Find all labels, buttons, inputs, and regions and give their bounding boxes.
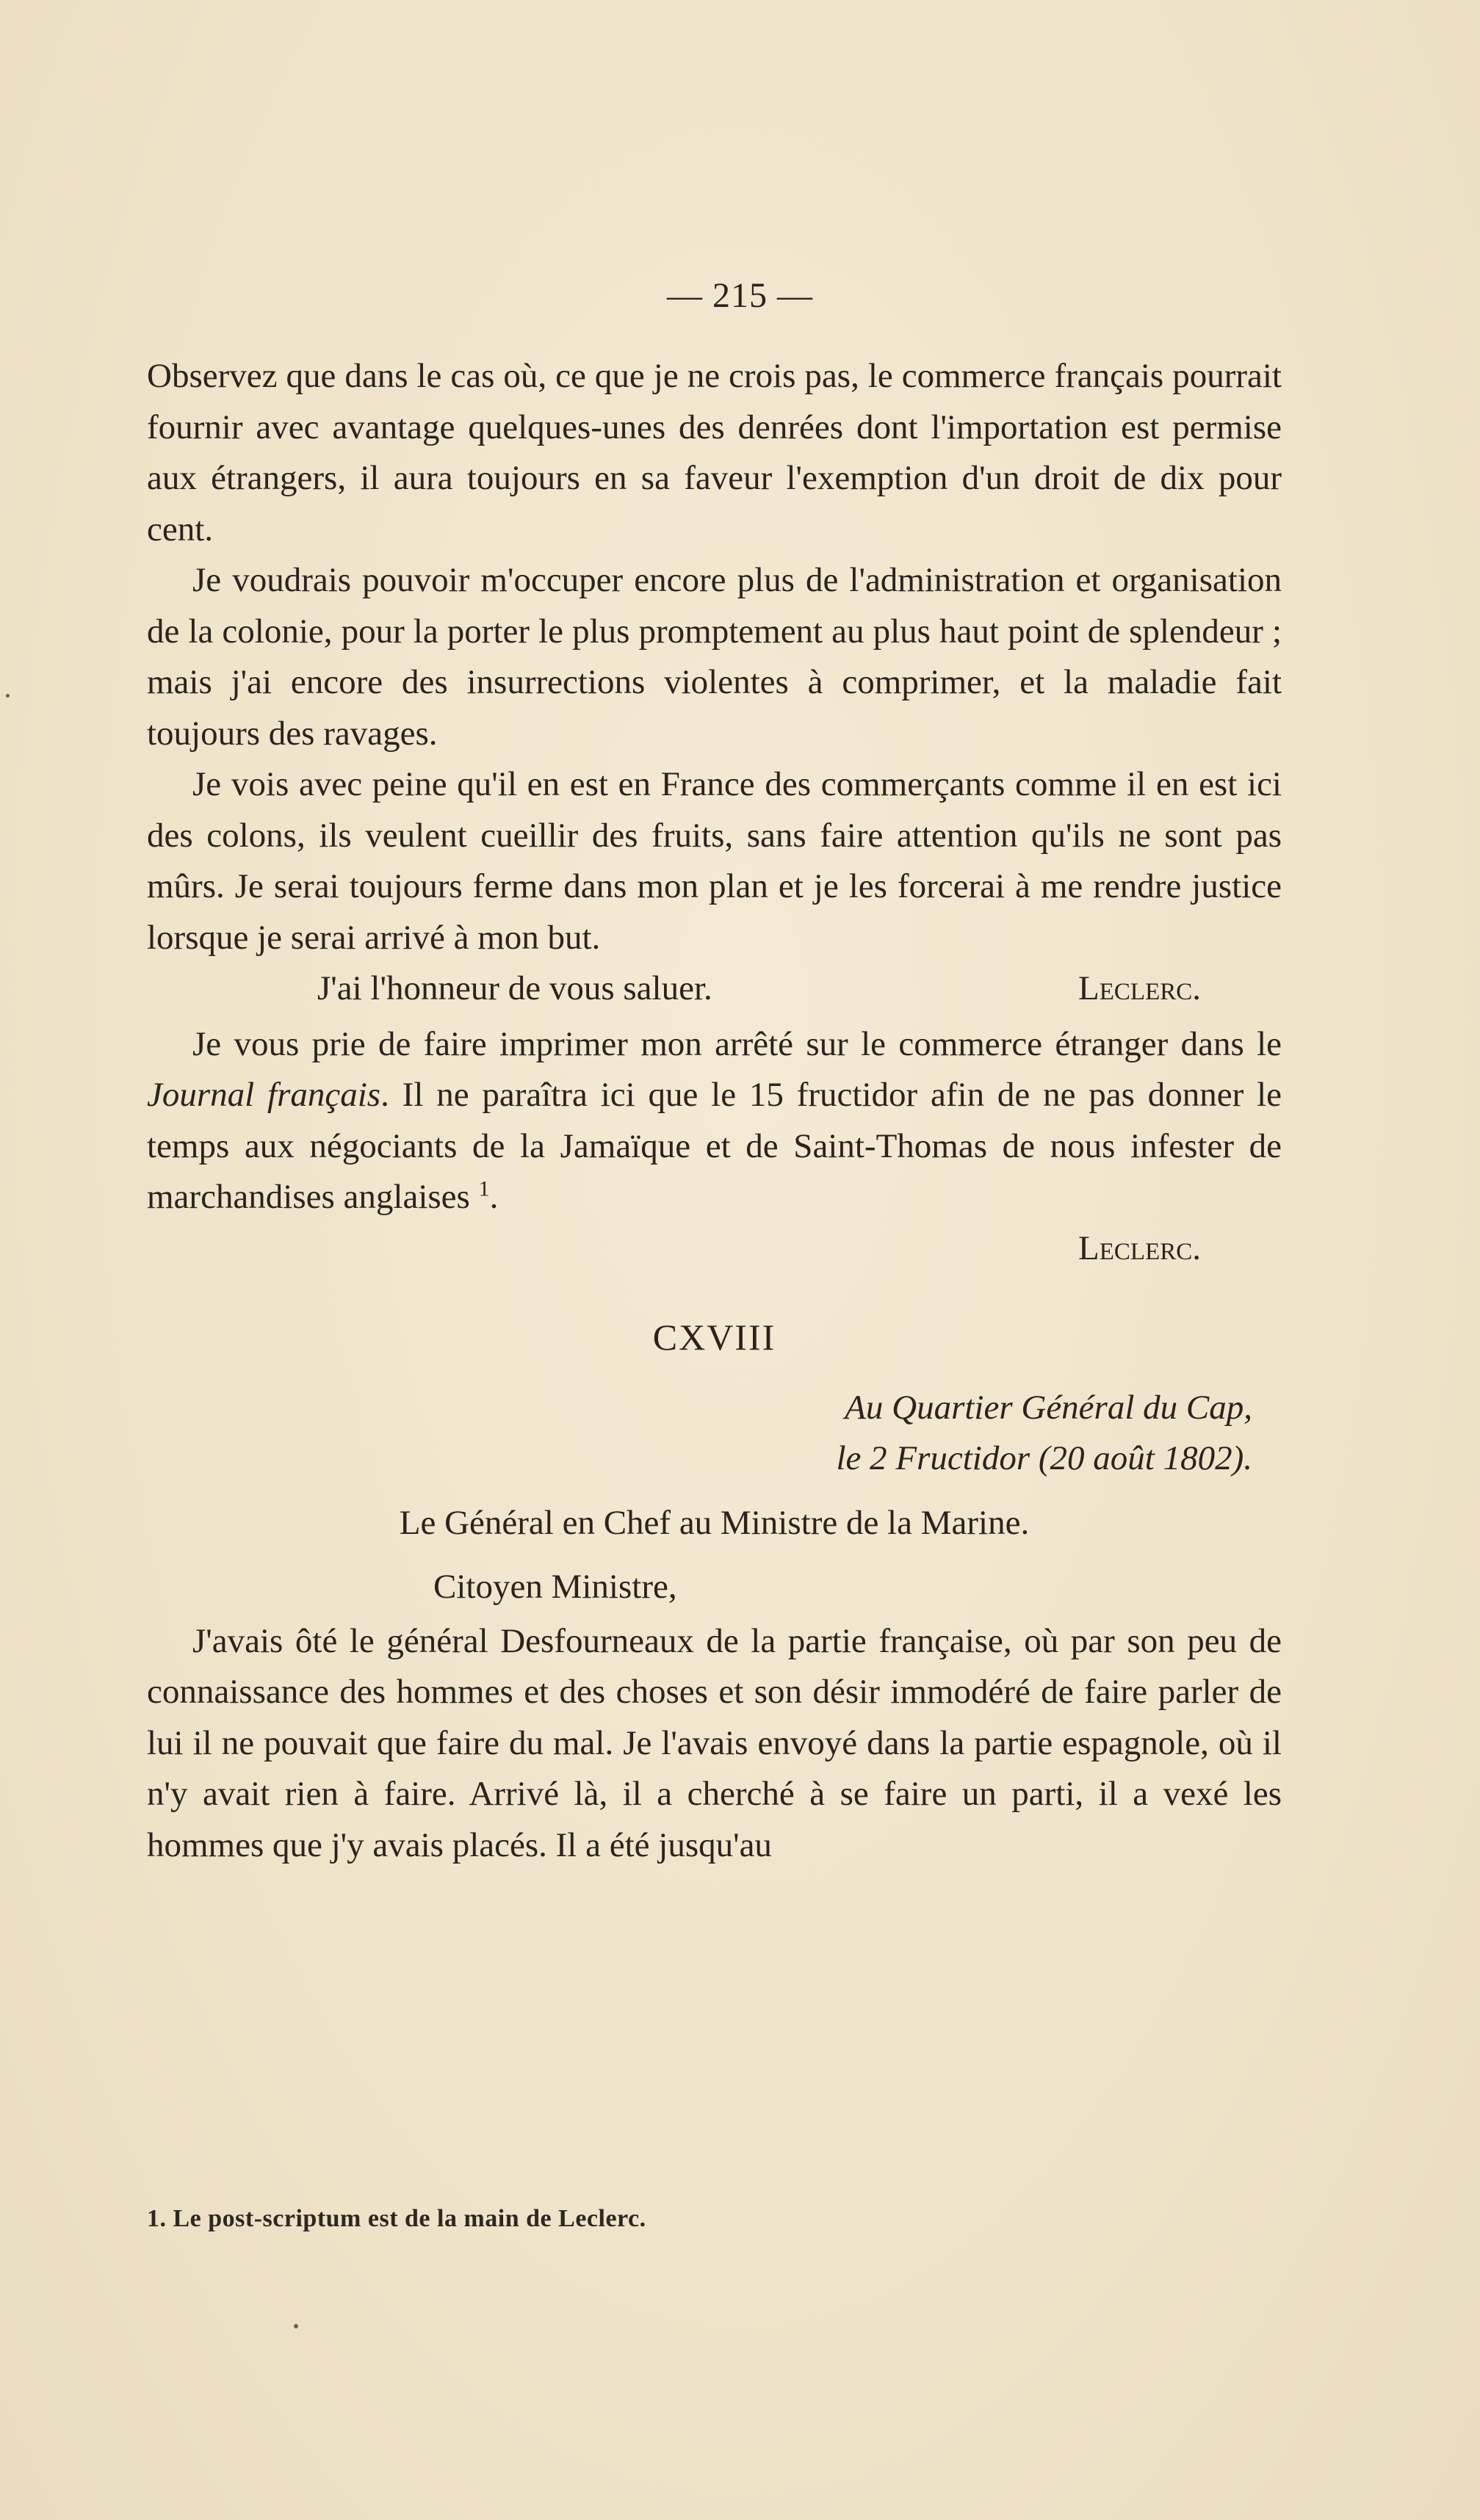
footnote: 1. Le post-scriptum est de la main de Leclerc. [147, 2205, 646, 2232]
closing-formula: J'ai l'honneur de vous saluer. [317, 969, 712, 1007]
main-text [147, 351, 1282, 1871]
letter-salutation: Citoyen Ministre, [433, 1568, 677, 1606]
margin-speck-left [6, 694, 10, 698]
signature-leclerc: Leclerc. [1078, 969, 1201, 1007]
page-number: — 215 — [667, 276, 813, 315]
letter-body: J'avais ôté le général Desfourneaux de la partie française, où par son peu de connaissance des hommes et des choses et son désir immodéré de faire parler de lui il ne pouvait que faire du mal. Je l'avais envoyé dans la partie espagnole, où il n'y avait rien à faire. Arrivé là, il a cherché à se faire un parti, il a vexé les hommes que j'y avais placés. Il a été jusqu'au [147, 1621, 1282, 1864]
letter-number: CXVIII [652, 1317, 776, 1358]
postscript-signature: Leclerc. [1078, 1228, 1201, 1267]
dateline-place: Au Quartier Général du Cap, [845, 1388, 1252, 1427]
postscript-paragraph [147, 1019, 1282, 1223]
letter-addressee: Le Général en Chef au Ministre de la Marine. [399, 1503, 1030, 1542]
paragraph-commerce-exemption: Observez que dans le cas où, ce que je ne crois pas, le commerce français pourrait fournir avec avantage quelques-unes des denrées dont l'importation est permise aux étrangers, il aura toujours en sa faveur l'exemption d'un droit de dix pour cent. [147, 357, 1282, 548]
footnote-marker: 1 [478, 1176, 490, 1201]
paragraph-administration: Je voudrais pouvoir m'occuper encore plus de l'administration et organisation de la colonie, pour la porter le plus promptement au plus haut point de splendeur ; mais j'ai encore des insurrections violentes à comprimer, et la maladie fait toujours des ravages. [147, 561, 1282, 753]
paragraph-merchants: Je vois avec peine qu'il en est en France des commerçants comme il en est ici des colons, ils veulent cueillir des fruits, sans faire attention qu'ils ne sont pas mûrs. Je serai toujours ferme dans mon plan et je les forcerai à me rendre justice lorsque je serai arrivé à mon but. [147, 765, 1282, 957]
margin-speck [294, 2324, 298, 2328]
journal-title: Journal français [147, 1076, 381, 1114]
postscript-text-after: . Il ne paraîtra ici que le 15 fructidor afin de ne pas donner le temps aux négociants de la Jamaïque et de Saint-Thomas de nous infester de marchandises anglaises [147, 1076, 1282, 1216]
closing-row [147, 963, 1282, 1015]
dateline-date: le 2 Fructidor (20 août 1802). [836, 1439, 1252, 1477]
postscript-text-before: Je vous prie de faire imprimer mon arrêté sur le commerce étranger dans le [192, 1024, 1282, 1063]
postscript-text-end: . [489, 1178, 499, 1216]
